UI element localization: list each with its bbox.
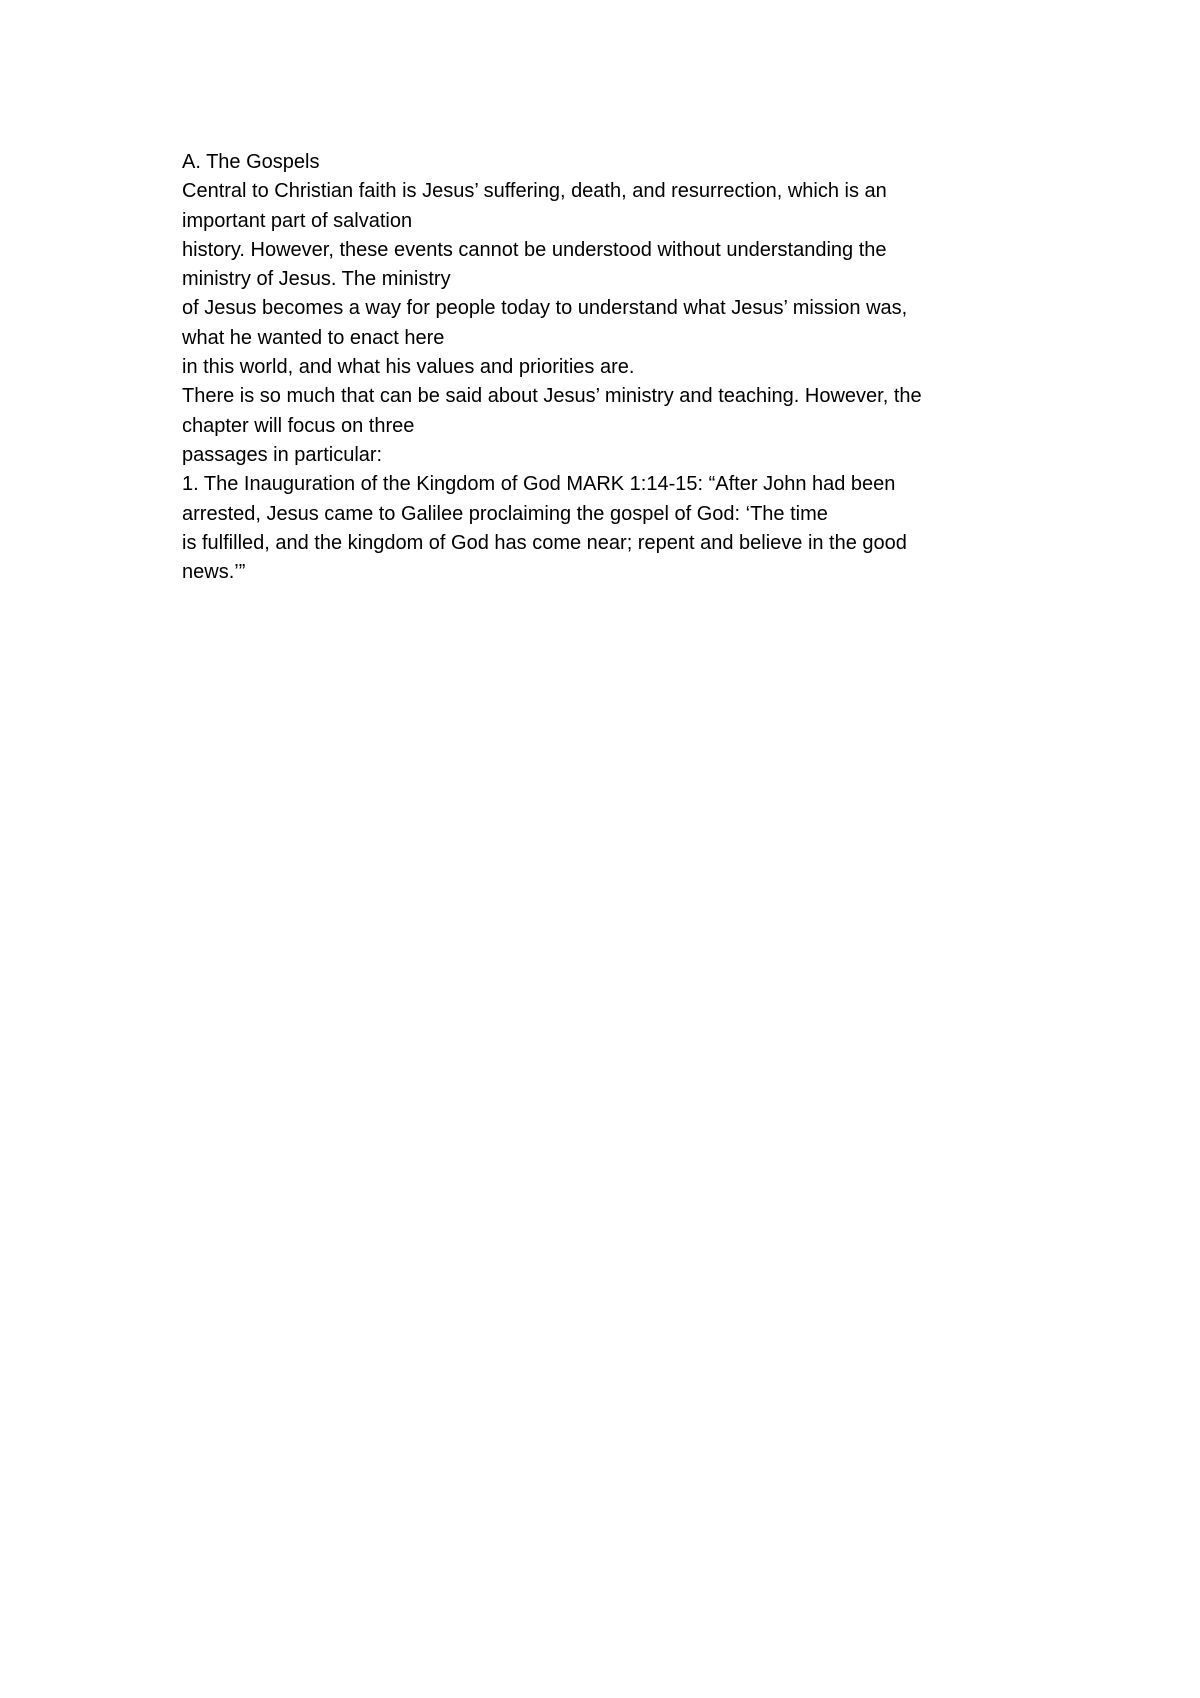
section-heading: A. The Gospels [182,151,320,173]
text-line: 1. The Inauguration of the Kingdom of God MARK 1:14-15: “After John had been [182,473,896,496]
text-line: is fulfilled, and the kingdom of God has come near; repent and believe in the good [182,531,907,554]
text-line: history. However, these events cannot be understood without understanding the [182,238,887,261]
text-line: what he wanted to enact here [182,326,445,349]
text-line: arrested, Jesus came to Galilee proclaiming the gospel of God: ‘The time [182,502,828,525]
text-line: important part of salvation [182,209,413,232]
document-body [182,148,1022,587]
text-line: chapter will focus on three [182,414,415,437]
text-line: passages in particular: [182,443,383,466]
text-line: in this world, and what his values and priorities are. [182,356,635,379]
text-line: ministry of Jesus. The ministry [182,268,451,291]
text-line: of Jesus becomes a way for people today to understand what Jesus’ mission was, [182,297,908,320]
text-line: news.’” [182,561,246,584]
text-line: Central to Christian faith is Jesus’ suffering, death, and resurrection, which is an [182,180,887,203]
text-line: There is so much that can be said about Jesus’ ministry and teaching. However, the [182,385,922,408]
